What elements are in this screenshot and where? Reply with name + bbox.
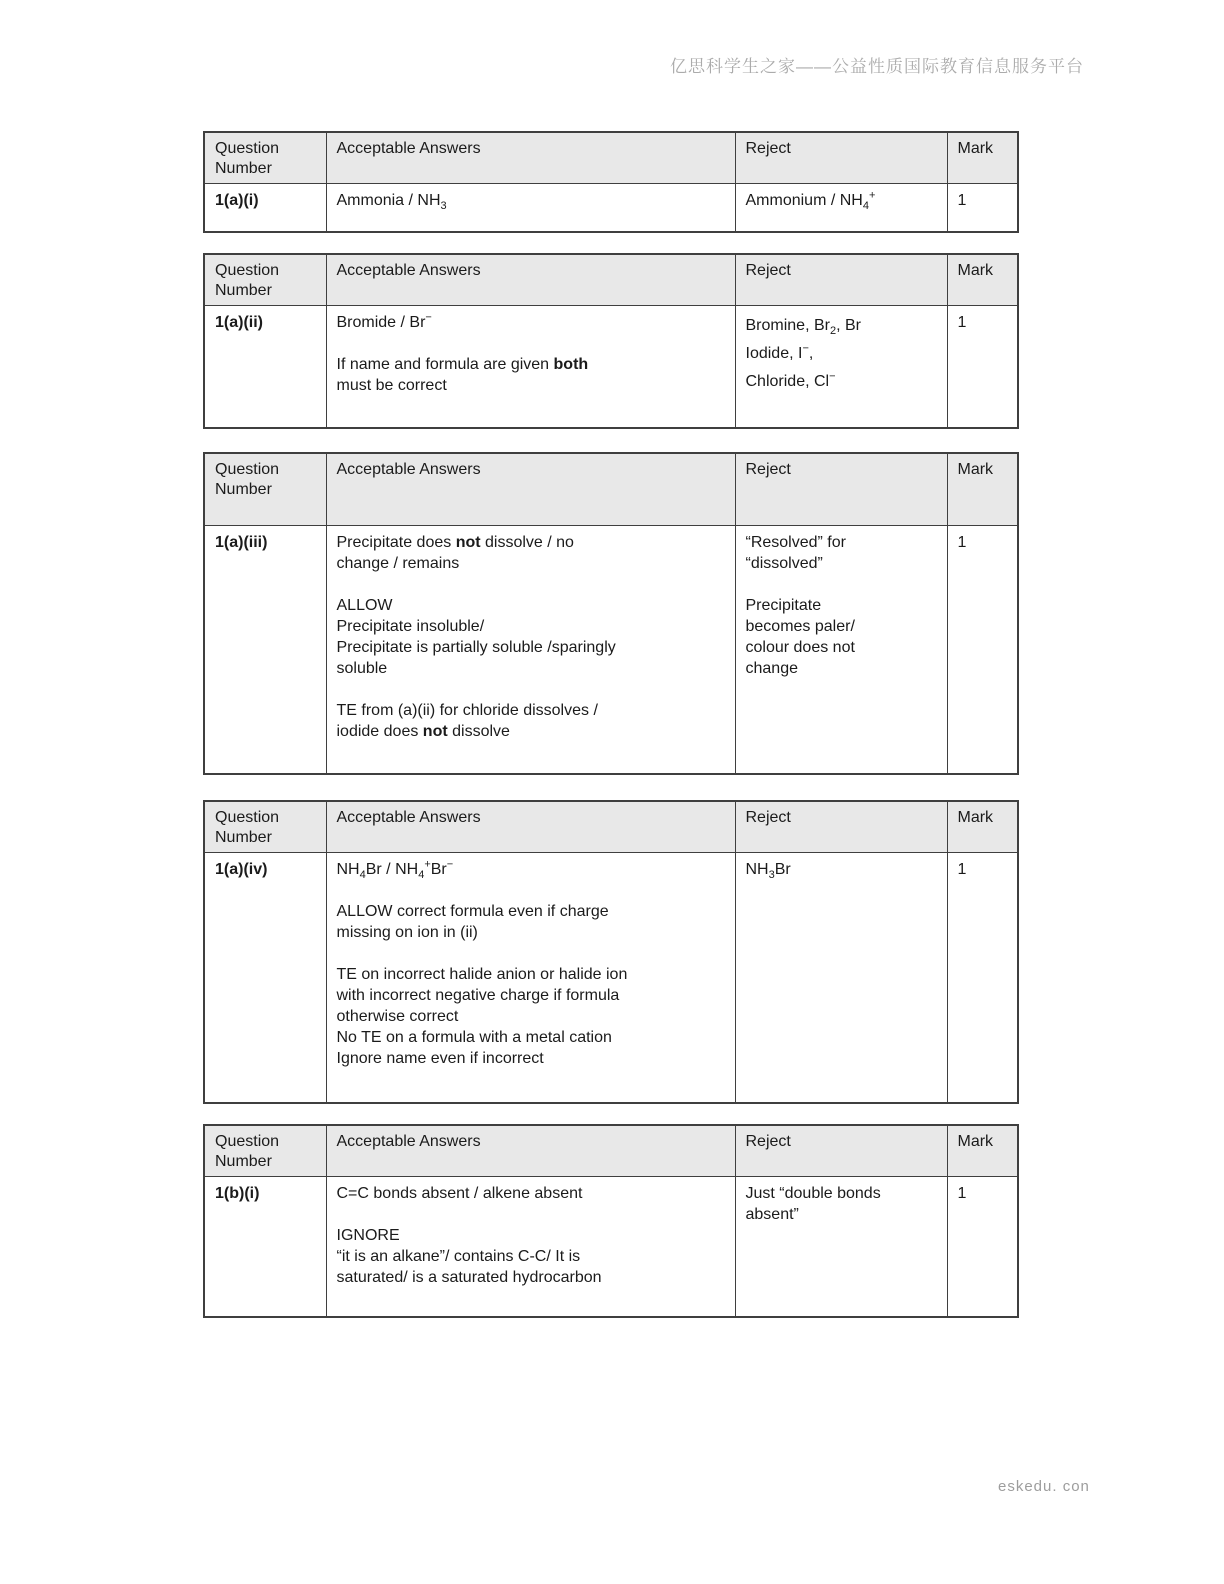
reject-cell — [735, 184, 947, 232]
table-header-row — [204, 254, 1018, 306]
reject-header: Reject — [735, 1125, 947, 1177]
blank-line — [337, 1204, 725, 1225]
text-line: Iodide, I−, — [745, 342, 814, 362]
text-line: Ammonia / $NH_3$ — [336, 192, 447, 213]
table-row — [204, 184, 1018, 232]
text-line: soluble — [336, 659, 388, 677]
blank-line — [337, 880, 725, 901]
text-line: saturated/ is a saturated hydrocarbon — [336, 1268, 602, 1286]
reject-cell — [735, 305, 947, 428]
acceptable-answers-header: Acceptable Answers — [326, 254, 735, 306]
text-line: with incorrect negative charge if formula — [336, 987, 620, 1004]
reject-cell — [735, 1176, 947, 1317]
mark-cell: 1 — [947, 184, 1018, 232]
mark-cell: 1 — [947, 1176, 1018, 1317]
text-line: TE from (a)(ii) for chloride dissolves / — [336, 701, 598, 719]
mark-cell: 1 — [947, 853, 1018, 1103]
acceptable-answers-header: Acceptable Answers — [326, 801, 735, 853]
mark-cell: 1 — [947, 525, 1018, 774]
text-line: must be correct — [336, 376, 447, 394]
question-number-header: Question Number — [204, 254, 326, 306]
mark-scheme-table-1bi — [203, 1124, 1019, 1319]
mark-header: Mark — [947, 801, 1018, 853]
text-line: “dissolved” — [745, 554, 823, 572]
text-line: Bromine, $Br_2$, Br — [745, 316, 861, 337]
blank-line — [337, 574, 725, 595]
reject-header: Reject — [735, 453, 947, 525]
acceptable-answers-cell — [326, 525, 735, 774]
table-row — [204, 853, 1018, 1103]
footer-watermark: eskedu. con — [998, 1478, 1090, 1495]
text-line: missing on ion in (ii) — [336, 924, 478, 941]
acceptable-answers-cell — [326, 305, 735, 428]
question-number-header: Question Number — [204, 801, 326, 853]
mark-cell: 1 — [947, 305, 1018, 428]
text-line: Ammonium / $NH_4^+$ — [745, 189, 876, 213]
table-row — [204, 1176, 1018, 1317]
text-line: Precipitate — [745, 596, 822, 614]
text-line: colour does not — [745, 638, 855, 656]
question-number-header: Question Number — [204, 132, 326, 184]
reject-header: Reject — [735, 132, 947, 184]
mark-scheme-table-1aiv — [203, 800, 1019, 1104]
question-number-header: Question Number — [204, 453, 326, 525]
text-line: Precipitate insoluble/ — [336, 617, 485, 635]
text-line: otherwise correct — [336, 1008, 459, 1025]
text-line: Precipitate is partially soluble /sparingly — [336, 638, 616, 656]
text-line: IGNORE — [336, 1226, 400, 1244]
acceptable-answers-cell — [326, 1176, 735, 1317]
question-number-cell: 1(a)(i) — [204, 184, 326, 232]
question-number-cell: 1(a)(iv) — [204, 853, 326, 1103]
question-number-header: Question Number — [204, 1125, 326, 1177]
blank-line — [337, 333, 725, 354]
text-line: If name and formula are given both — [336, 355, 589, 373]
mark-header: Mark — [947, 453, 1018, 525]
table-header-row — [204, 132, 1018, 184]
mark-header: Mark — [947, 132, 1018, 184]
mark-scheme-table-1ai — [203, 131, 1019, 233]
mark-scheme-table-1aiii — [203, 452, 1019, 775]
table-row — [204, 525, 1018, 774]
blank-line — [337, 943, 725, 964]
text-line: Precipitate does not dissolve / no — [336, 533, 574, 551]
text-line: No TE on a formula with a metal cation — [336, 1029, 612, 1046]
acceptable-answers-header: Acceptable Answers — [326, 453, 735, 525]
text-line: “Resolved” for — [745, 533, 846, 551]
mark-header: Mark — [947, 1125, 1018, 1177]
text-line: becomes paler/ — [745, 617, 855, 635]
table-header-row — [204, 801, 1018, 853]
mark-scheme-table-1aii — [203, 253, 1019, 430]
text-line: “it is an alkane”/ contains C-C/ It is — [336, 1247, 581, 1265]
reject-header: Reject — [735, 801, 947, 853]
text-line: Chloride, Cl− — [745, 370, 836, 390]
question-number-cell: 1(a)(ii) — [204, 305, 326, 428]
table-header-row — [204, 1125, 1018, 1177]
question-number-cell: 1(a)(iii) — [204, 525, 326, 774]
text-line: iodide does not dissolve — [336, 722, 510, 740]
acceptable-answers-cell — [326, 184, 735, 232]
reject-cell — [735, 525, 947, 774]
text-line: Ignore name even if incorrect — [336, 1050, 544, 1067]
table-row — [204, 305, 1018, 428]
acceptable-answers-cell — [326, 853, 735, 1103]
text-line: absent” — [745, 1205, 799, 1223]
text-line: C=C bonds absent / alkene absent — [336, 1184, 583, 1202]
mark-scheme-tables — [203, 131, 1017, 1318]
blank-line — [746, 574, 937, 595]
table-header-row — [204, 453, 1018, 525]
text-line: ALLOW — [336, 596, 393, 614]
header-watermark: 亿思科学生之家——公益性质国际教育信息服务平台 — [670, 57, 1084, 76]
text-line: Bromide / Br− — [336, 311, 432, 331]
text-line: change / remains — [336, 554, 460, 572]
text-line: $NH_3Br$ — [745, 861, 791, 882]
text-line: change — [745, 659, 798, 677]
text-line: ALLOW correct formula even if charge — [336, 903, 609, 920]
reject-cell — [735, 853, 947, 1103]
text-line: $NH_4Br / NH_4^+Br^-$ — [336, 858, 454, 882]
question-number-cell: 1(b)(i) — [204, 1176, 326, 1317]
acceptable-answers-header: Acceptable Answers — [326, 132, 735, 184]
text-line: Just “double bonds — [745, 1184, 881, 1202]
text-line: TE on incorrect halide anion or halide ion — [336, 966, 628, 983]
reject-header: Reject — [735, 254, 947, 306]
blank-line — [337, 679, 725, 700]
acceptable-answers-header: Acceptable Answers — [326, 1125, 735, 1177]
mark-header: Mark — [947, 254, 1018, 306]
